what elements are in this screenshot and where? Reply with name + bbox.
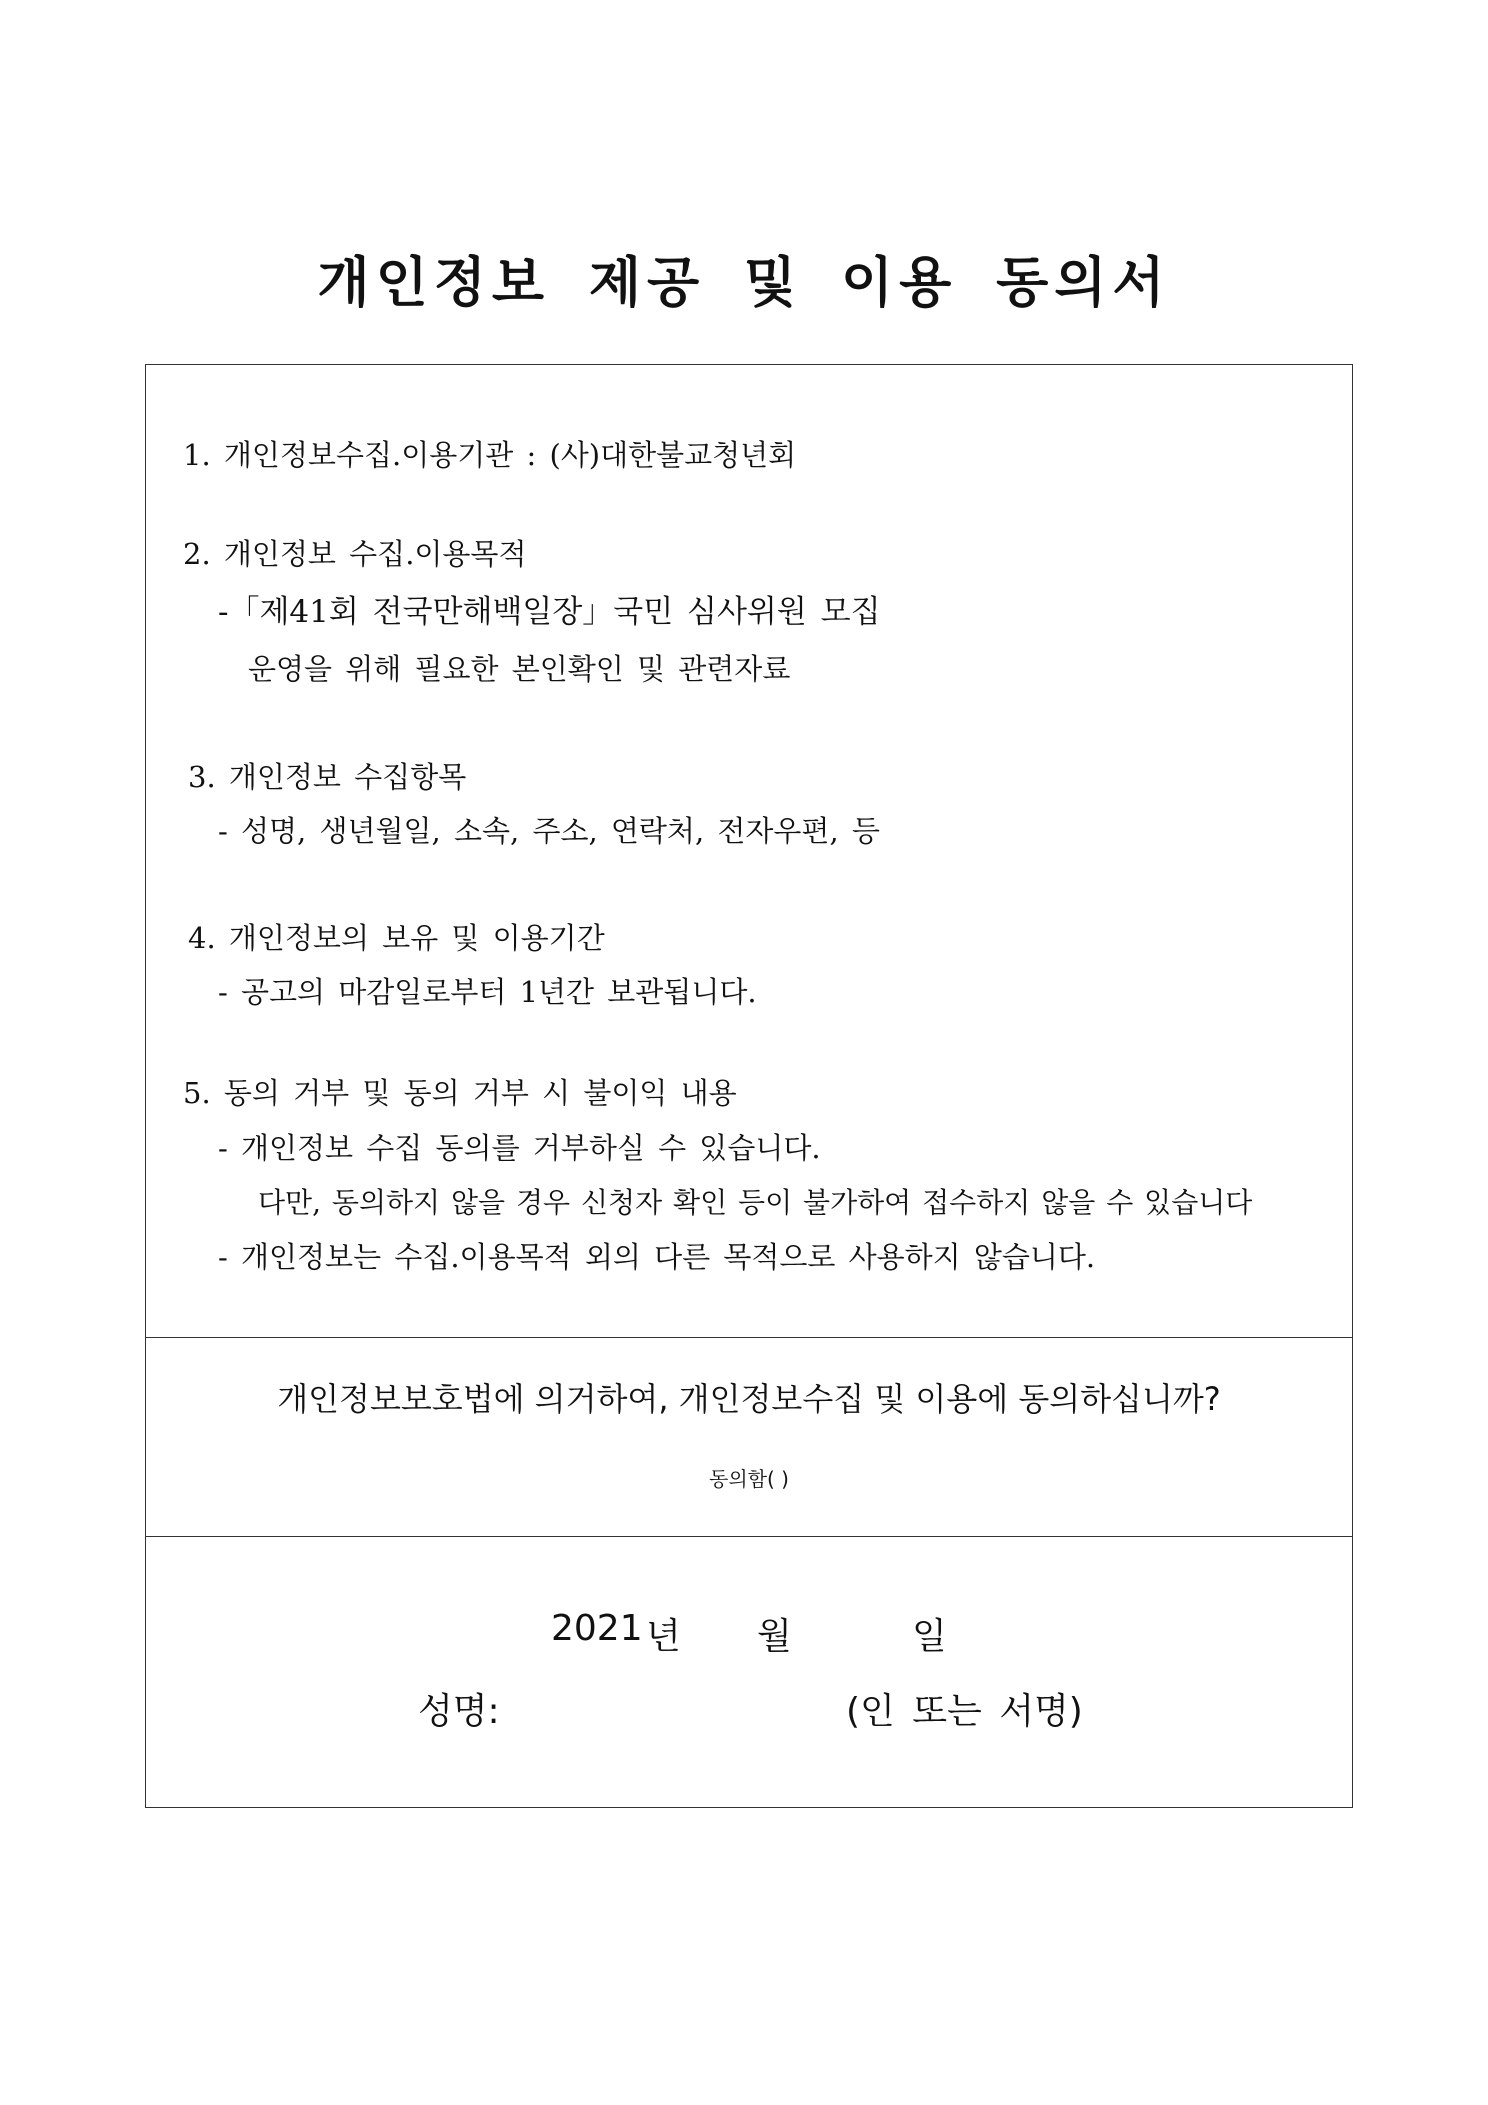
section-divider-2 <box>146 1536 1352 1537</box>
date-month-unit: 월 <box>757 1616 792 1657</box>
refusal-line-1: - 개인정보 수집 동의를 거부하실 수 있습니다. <box>218 1131 821 1165</box>
date-day-unit: 일 <box>912 1616 947 1657</box>
items-line-1: - 성명, 생년월일, 소속, 주소, 연락처, 전자우편, 등 <box>218 814 880 848</box>
section-divider-1 <box>146 1337 1352 1338</box>
date-year-unit: 년 <box>646 1616 681 1657</box>
collecting-organization-text: 1. 개인정보수집.이용기관 : (사)대한불교청년회 <box>183 438 797 472</box>
signature-note: (인 또는 서명) <box>846 1691 1083 1732</box>
consent-question: 개인정보보호법에 의거하여, 개인정보수집 및 이용에 동의하십니까? <box>277 1380 1221 1418</box>
purpose-line-2: 운영을 위해 필요한 본인확인 및 관련자료 <box>248 652 791 686</box>
signature-name-label: 성명: <box>418 1691 500 1732</box>
purpose-line-1: -「제41회 전국만해백일장」국민 심사위원 모집 <box>218 594 881 630</box>
items-heading: 3. 개인정보 수집항목 <box>188 760 467 794</box>
refusal-line-3: - 개인정보는 수집.이용목적 외의 다른 목적으로 사용하지 않습니다. <box>218 1240 1096 1274</box>
date-year: 2021 <box>551 1608 643 1649</box>
page-title: 개인정보 제공 및 이용 동의서 <box>317 251 1171 314</box>
retention-line-1: - 공고의 마감일로부터 1년간 보관됩니다. <box>218 975 757 1009</box>
consent-form-box <box>145 364 1353 1808</box>
information-section <box>146 365 1352 1337</box>
retention-heading: 4. 개인정보의 보유 및 이용기간 <box>188 921 605 955</box>
refusal-heading: 5. 동의 거부 및 동의 거부 시 불이익 내용 <box>183 1076 737 1110</box>
agree-checkbox-label[interactable]: 동의함( ) <box>709 1467 789 1491</box>
refusal-line-2: 다만, 동의하지 않을 경우 신청자 확인 등이 불가하여 접수하지 않을 수 있습니다 <box>258 1186 1253 1219</box>
purpose-heading: 2. 개인정보 수집.이용목적 <box>183 537 527 571</box>
